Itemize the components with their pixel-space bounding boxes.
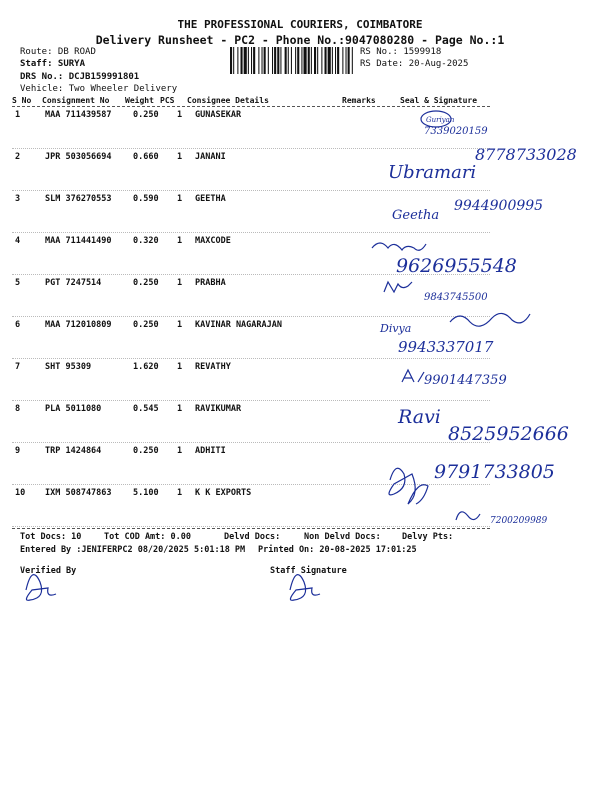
- staff-label: Staff: SURYA: [20, 59, 86, 69]
- barcode-bar: [230, 47, 232, 74]
- barcode-bar: [280, 47, 281, 74]
- rs-date: RS Date: 20-Aug-2025: [360, 59, 469, 69]
- row-weight: 1.620: [133, 362, 159, 372]
- row-sno: 1: [15, 110, 21, 120]
- r5-phone: 9843745500: [424, 292, 488, 303]
- row-weight: 0.250: [133, 110, 159, 120]
- table-row: [15, 404, 493, 444]
- barcode-bar: [258, 47, 259, 74]
- non-delvd-docs: Non Delvd Docs:: [304, 532, 381, 542]
- row-sno: 8: [15, 404, 21, 414]
- row-consignment-no: SLM 376270553: [45, 194, 112, 204]
- r2-name: Ubramari: [388, 162, 477, 183]
- row-sno: 6: [15, 320, 21, 330]
- row-pcs: 1: [177, 236, 183, 246]
- r3-name: Geetha: [392, 208, 440, 223]
- row-sno: 7: [15, 362, 21, 372]
- table-row: [15, 152, 493, 192]
- r8-name: Ravi: [398, 406, 441, 428]
- row-divider: [12, 358, 490, 359]
- row-pcs: 1: [177, 320, 183, 330]
- row-consignment-no: PGT 7247514: [45, 278, 102, 288]
- row-divider: [12, 442, 490, 443]
- table-row: [15, 236, 493, 276]
- row-consignment-no: PLA 5011080: [45, 404, 102, 414]
- table-row: [15, 110, 493, 150]
- row-pcs: 1: [177, 446, 183, 456]
- tot-cod: Tot COD Amt: 0.00: [104, 532, 191, 542]
- barcode-bar: [262, 47, 263, 74]
- r8-phone: 8525952666: [448, 423, 569, 445]
- barcode-bar: [272, 47, 273, 74]
- tot-docs: Tot Docs: 10: [20, 532, 82, 542]
- row-consignee: MAXCODE: [195, 236, 231, 246]
- row-consignee: GEETHA: [195, 194, 226, 204]
- row-consignment-no: MAA 711439587: [45, 110, 112, 120]
- barcode-bar: [268, 47, 269, 74]
- r3-phone: 9944900995: [454, 198, 544, 214]
- delvy-pts: Delvy Pts:: [402, 532, 454, 542]
- row-sno: 3: [15, 194, 21, 204]
- barcode-bar: [264, 47, 266, 74]
- barcode-bar: [328, 47, 331, 74]
- entered-by: Entered By :JENIFERPC2 08/20/2025 5:01:18 PM: [20, 545, 246, 555]
- col-weight: Weight: [125, 96, 154, 105]
- row-consignee: GUNASEKAR: [195, 110, 242, 120]
- row-consignment-no: JPR 503056694: [45, 152, 112, 162]
- row-pcs: 1: [177, 152, 183, 162]
- r1-phone: 7339020159: [424, 126, 488, 137]
- delvd-docs: Delvd Docs:: [224, 532, 281, 542]
- row-weight: 0.590: [133, 194, 159, 204]
- header-divider: [12, 106, 490, 107]
- row-sno: 5: [15, 278, 21, 288]
- col-pcs: PCS: [160, 96, 175, 105]
- row-pcs: 1: [177, 362, 183, 372]
- barcode-bar: [335, 47, 336, 74]
- barcode-bar: [314, 47, 316, 74]
- row-consignment-no: MAA 712010809: [45, 320, 112, 330]
- row-consignee: ADHITI: [195, 446, 226, 456]
- staff-signature-label: Staff Signature: [270, 566, 347, 576]
- row-weight: 0.250: [133, 278, 159, 288]
- row-weight: 5.100: [133, 488, 159, 498]
- footer-divider: [12, 528, 490, 529]
- row-weight: 0.660: [133, 152, 159, 162]
- row-divider: [12, 526, 490, 527]
- col-remarks: Remarks: [342, 96, 376, 105]
- barcode-bar: [285, 47, 287, 74]
- row-consignment-no: TRP 1424864: [45, 446, 102, 456]
- row-pcs: 1: [177, 194, 183, 204]
- row-divider: [12, 232, 490, 233]
- table-row: [15, 446, 493, 486]
- row-consignee: PRABHA: [195, 278, 226, 288]
- row-pcs: 1: [177, 278, 183, 288]
- row-consignee: JANANI: [195, 152, 226, 162]
- r10-phone2: 7200209989: [490, 516, 548, 526]
- row-consignee: K K EXPORTS: [195, 488, 252, 498]
- row-consignee: KAVINAR NAGARAJAN: [195, 320, 282, 330]
- r2-phone: 8778733028: [475, 145, 577, 164]
- col-consignee: Consignee Details: [187, 96, 269, 105]
- barcode-bar: [301, 47, 302, 74]
- barcode-bar: [352, 47, 353, 74]
- row-divider: [12, 484, 490, 485]
- barcode-bar: [277, 47, 279, 74]
- row-pcs: 1: [177, 404, 183, 414]
- r10-phone: 9791733805: [434, 461, 555, 483]
- staff-signature-mark: [290, 575, 320, 601]
- barcode-bar: [325, 47, 327, 74]
- barcode-bar: [244, 47, 247, 74]
- row-pcs: 1: [177, 488, 183, 498]
- table-row: [15, 320, 493, 360]
- row-sno: 2: [15, 152, 21, 162]
- barcode-bar: [308, 47, 310, 74]
- row-pcs: 1: [177, 110, 183, 120]
- row-divider: [12, 274, 490, 275]
- r4-phone: 9626955548: [396, 255, 517, 277]
- row-weight: 0.545: [133, 404, 159, 414]
- barcode-bar: [253, 47, 255, 74]
- r6-phone: 9943337017: [398, 338, 494, 356]
- r6-name: Divya: [380, 322, 412, 335]
- row-weight: 0.250: [133, 446, 159, 456]
- barcode-bar: [321, 47, 322, 74]
- row-divider: [12, 316, 490, 317]
- barcode-bar: [251, 47, 252, 74]
- route-label: Route: DB ROAD: [20, 47, 96, 57]
- table-row: [15, 362, 493, 402]
- row-divider: [12, 190, 490, 191]
- drs-number: DRS No.: DCJB159991801: [20, 72, 140, 82]
- rs-number: RS No.: 1599918: [360, 47, 442, 57]
- r7-phone: 9901447359: [424, 373, 507, 388]
- barcode-bar: [304, 47, 307, 74]
- barcode-bar: [297, 47, 299, 74]
- row-weight: 0.250: [133, 320, 159, 330]
- barcode-bar: [346, 47, 347, 74]
- table-row: [15, 488, 493, 528]
- row-consignee: RAVIKUMAR: [195, 404, 242, 414]
- runsheet-subtitle: Delivery Runsheet - PC2 - Phone No.:9047080280 - Page No.:1: [95, 33, 505, 47]
- row-sno: 9: [15, 446, 21, 456]
- r1-name: Guriyan: [426, 116, 455, 124]
- barcode-bar: [291, 47, 292, 74]
- row-consignment-no: MAA 711441490: [45, 236, 112, 246]
- row-divider: [12, 400, 490, 401]
- barcode-bar: [237, 47, 238, 74]
- col-sno: S No: [12, 96, 32, 105]
- row-weight: 0.320: [133, 236, 159, 246]
- barcode-bar: [248, 47, 249, 74]
- barcode-bar: [332, 47, 333, 74]
- row-sno: 4: [15, 236, 21, 246]
- row-consignee: REVATHY: [195, 362, 231, 372]
- barcode-bar: [337, 47, 339, 74]
- row-consignment-no: IXM 508747863: [45, 488, 112, 498]
- row-sno: 10: [15, 488, 26, 498]
- row-divider: [12, 148, 490, 149]
- vehicle-label: Vehicle: Two Wheeler Delivery: [20, 84, 178, 94]
- company-title: THE PROFESSIONAL COURIERS, COIMBATORE: [177, 18, 423, 31]
- barcode-bar: [311, 47, 312, 74]
- verified-by-label: Verified By: [20, 566, 77, 576]
- barcode-bar: [233, 47, 234, 74]
- barcode-bar: [348, 47, 350, 74]
- barcode-bar: [274, 47, 276, 74]
- barcode-bar: [342, 47, 343, 74]
- printed-on: Printed On: 20-08-2025 17:01:25: [258, 545, 417, 555]
- col-consignment: Consignment No: [42, 96, 110, 105]
- row-consignment-no: SHT 95309: [45, 362, 92, 372]
- barcode-image: [230, 47, 355, 74]
- barcode-bar: [317, 47, 318, 74]
- table-row: [15, 194, 493, 234]
- table-row: [15, 278, 493, 318]
- col-seal-signature: Seal & Signature: [400, 96, 478, 105]
- barcode-bar: [295, 47, 296, 74]
- verified-signature: [26, 575, 56, 601]
- barcode-bar: [288, 47, 289, 74]
- barcode-bar: [241, 47, 243, 74]
